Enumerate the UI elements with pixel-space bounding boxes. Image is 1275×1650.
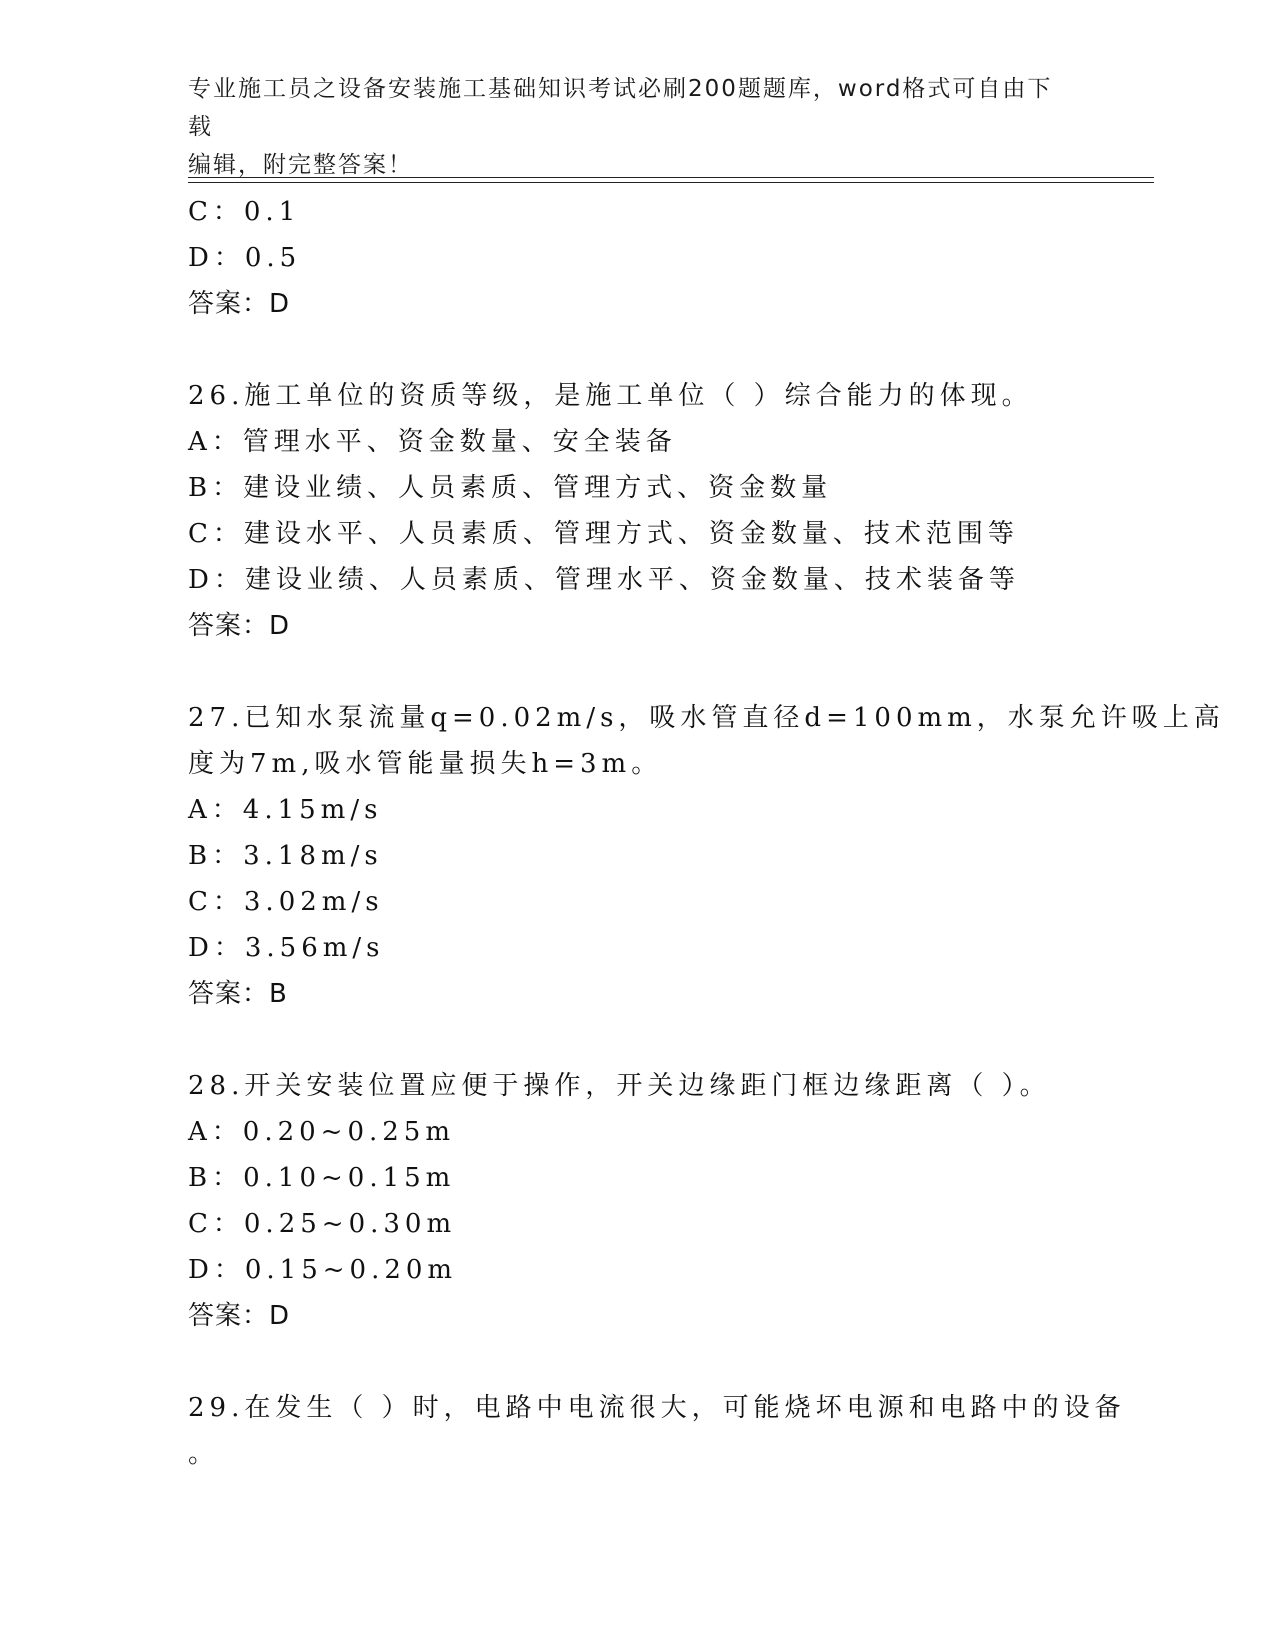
q28-answer: 答案：D	[188, 1301, 291, 1331]
header-rule-top	[188, 177, 1154, 178]
q27-answer: 答案：B	[188, 979, 288, 1009]
q26-answer: 答案：D	[188, 611, 291, 641]
q27-option-a: A：4.15m/s	[188, 795, 383, 825]
question-29-line-1: 29.在发生（ ）时，电路中电流很大，可能烧坏电源和电路中的设备	[188, 1393, 1126, 1423]
q27-option-b: B：3.18m/s	[188, 841, 383, 871]
prev-answer: 答案：D	[188, 289, 291, 319]
q27-option-d: D：3.56m/s	[188, 933, 385, 963]
q28-option-b: B：0.10~0.15m	[188, 1163, 456, 1193]
spacer	[188, 1339, 1088, 1385]
header-rule-bottom	[188, 182, 1154, 183]
question-29-line-2: 。	[188, 1439, 220, 1469]
q27-option-c: C：3.02m/s	[188, 887, 384, 917]
q28-option-c: C：0.25~0.30m	[188, 1209, 457, 1239]
question-26: 26.施工单位的资质等级，是施工单位（ ）综合能力的体现。	[188, 381, 1033, 411]
question-28: 28.开关安装位置应便于操作，开关边缘距门框边缘距离（ ）。	[188, 1071, 1051, 1101]
header-title-line-1: 专业施工员之设备安装施工基础知识考试必刷200题题库，word格式可自由下载	[188, 76, 1053, 140]
q26-option-b: B：建设业绩、人员素质、管理方式、资金数量	[188, 473, 833, 503]
question-content	[188, 189, 1225, 1477]
prev-option-c: C：0.1	[188, 197, 301, 227]
document-header	[188, 70, 1068, 184]
q28-option-a: A：0.20~0.25m	[188, 1117, 455, 1147]
question-27-line-2: 度为7m,吸水管能量损失h=3m。	[188, 749, 663, 779]
q26-option-c: C：建设水平、人员素质、管理方式、资金数量、技术范围等	[188, 519, 1019, 549]
prev-option-d: D：0.5	[188, 243, 302, 273]
q28-option-d: D：0.15~0.20m	[188, 1255, 458, 1285]
q26-option-a: A：管理水平、资金数量、安全装备	[188, 427, 677, 457]
spacer	[188, 327, 1088, 373]
spacer	[188, 1017, 1088, 1063]
header-title-line-2: 编辑，附完整答案！	[188, 152, 413, 178]
spacer	[188, 649, 1088, 695]
question-27-line-1: 27.已知水泵流量q=0.02m/s，吸水管直径d=100mm，水泵允许吸上高	[188, 703, 1225, 733]
q26-option-d: D：建设业绩、人员素质、管理水平、资金数量、技术装备等	[188, 565, 1020, 595]
